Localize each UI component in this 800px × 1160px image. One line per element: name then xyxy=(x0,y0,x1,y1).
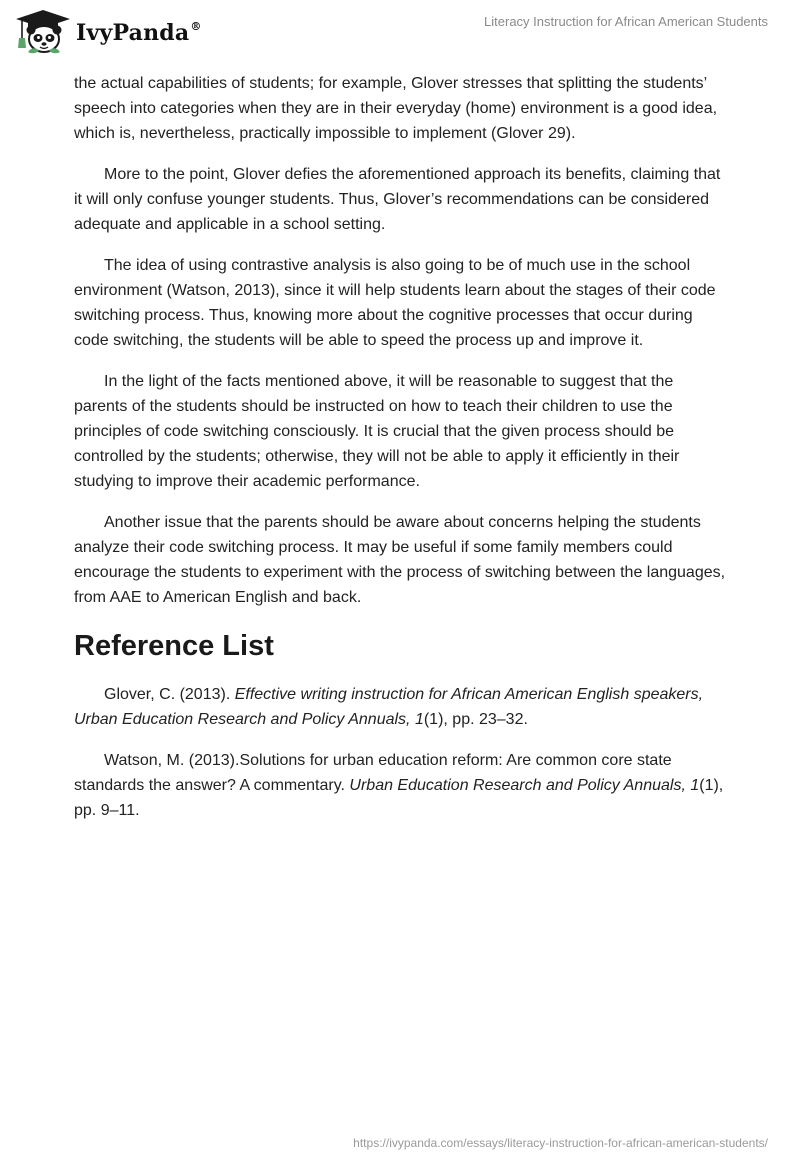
reference-title: Urban Education Research and Policy Annuals, 1 xyxy=(349,777,700,794)
source-url-link[interactable]: https://ivypanda.com/essays/literacy-instruction-for-african-american-students/ xyxy=(353,1136,768,1150)
paragraph: The idea of using contrastive analysis is also going to be of much use in the school environment (Watson, 2013), since it will help students learn about the stages of their code switching process. Thus, knowing more about the cognitive processes that occur during code switching, the students will be able to speed the process up and improve it. xyxy=(74,257,716,349)
registered-mark: ® xyxy=(190,19,202,33)
paragraph: Another issue that the parents should be aware about concerns helping the students analyze their code switching process. It may be useful if some family members could encourage the students to experiment with the process of switching between the languages, from AAE to American English and back. xyxy=(74,514,726,606)
paragraph-continuation: the actual capabilities of students; for example, Glover stresses that splitting the students’ speech into categories when they are in their everyday (home) environment is a good idea, which is, nevertheless, practically impossible to implement (Glover 29). xyxy=(74,75,718,142)
reference-list-heading: Reference List xyxy=(74,630,274,662)
paragraph: More to the point, Glover defies the aforementioned approach its benefits, claiming that it will only confuse younger students. Thus, Glover’s recommendations can be considered adequate and applicable in a school setting. xyxy=(74,166,721,233)
document-title: Literacy Instruction for African American Students xyxy=(484,14,768,29)
reference-pages: (1), pp. 9–11. xyxy=(74,777,724,819)
panda-graduate-icon xyxy=(14,8,72,56)
reference-item xyxy=(74,682,726,732)
reference-authors: Watson, M. (2013).Solutions for urban education reform: Are common core state standards the answer? A commentary. xyxy=(74,752,672,794)
reference-title: Effective writing instruction for African American English speakers, Urban Education Research and Policy Annuals, 1 xyxy=(74,686,704,728)
brand-name: IvyPanda® xyxy=(76,19,202,46)
reference-pages: (1), pp. 23–32. xyxy=(423,711,528,728)
brand-logo[interactable] xyxy=(14,8,202,56)
reference-item xyxy=(74,748,726,823)
page-header xyxy=(0,0,800,60)
essay-content xyxy=(74,71,726,839)
reference-authors: Glover, C. (2013). xyxy=(104,686,235,703)
paragraph: In the light of the facts mentioned above, it will be reasonable to suggest that the parents of the students should be instructed on how to teach their children to use the principles of code switching consciously. It is crucial that the given process should be controlled by the students; otherwise, they will not be able to apply it efficiently in their studying to improve their academic performance. xyxy=(74,373,680,490)
